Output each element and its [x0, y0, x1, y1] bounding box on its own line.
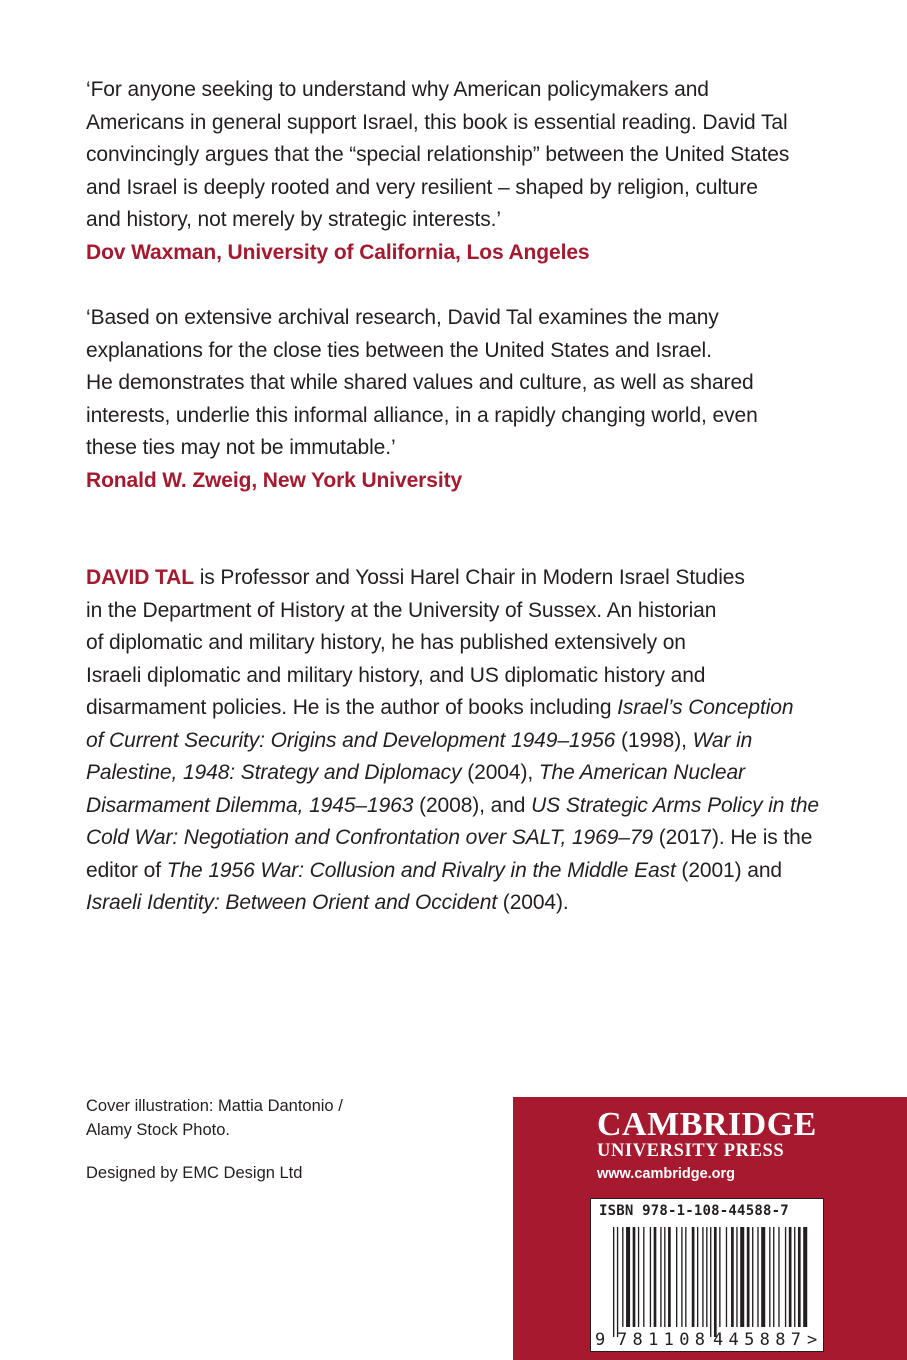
barcode-bar — [638, 1227, 639, 1327]
bio-line: in the Department of History at the University of Sussex. An historian — [86, 598, 717, 622]
quote-line: Americans in general support Israel, this book is essential reading. David Tal — [86, 110, 788, 134]
barcode-bar — [761, 1227, 765, 1327]
barcode-bar — [736, 1227, 737, 1327]
barcode-bar — [710, 1227, 711, 1337]
barcode-bar — [613, 1227, 614, 1337]
quote-attribution: Dov Waxman, University of California, Los Angeles — [86, 240, 590, 264]
bio-line — [86, 790, 846, 823]
barcode-end-mark: > — [807, 1330, 818, 1350]
bio-line — [86, 855, 846, 888]
barcode-bar — [757, 1227, 758, 1327]
review-quote-2 — [86, 302, 846, 497]
barcode-bar — [685, 1227, 686, 1327]
quote-line: convincingly argues that the “special relationship” between the United States — [86, 143, 790, 166]
book-title: Palestine, 1948: Strategy and Diplomacy — [86, 761, 462, 784]
barcode-bar — [803, 1227, 807, 1327]
review-quote-1 — [86, 74, 846, 269]
barcode-digit-first: 9 — [595, 1330, 606, 1350]
barcode-bar — [643, 1227, 644, 1327]
bio-line: Israeli diplomatic and military history, and US diplomatic history and — [86, 663, 706, 687]
bio-line — [86, 562, 846, 595]
bio-line — [86, 822, 846, 855]
barcode-bar — [740, 1227, 744, 1327]
bio-text: editor of — [86, 858, 167, 882]
bio-line — [86, 887, 846, 920]
quote-line: ‘For anyone seeking to understand why American policymakers and — [86, 78, 709, 101]
quote-line: and history, not merely by strategic interests.’ — [86, 208, 501, 231]
illustration-credit-line: Cover illustration: Mattia Dantonio / — [86, 1097, 343, 1115]
barcode-bar — [668, 1227, 671, 1327]
quote-line: He demonstrates that while shared values and culture, as well as shared — [86, 371, 754, 394]
quote-line: explanations for the close ties between the United States and Israel. — [86, 338, 712, 362]
barcode-bar — [681, 1227, 682, 1327]
barcode-bar — [654, 1227, 657, 1327]
barcode-bar — [660, 1227, 661, 1327]
barcode-bar — [617, 1227, 618, 1337]
barcode-bar — [633, 1227, 636, 1327]
quote-line: interests, underlie this informal alliance, in a rapidly changing world, even — [86, 403, 758, 427]
bio-line — [86, 725, 846, 758]
bio-line: of diplomatic and military history, he has published extensively on — [86, 631, 686, 654]
author-bio — [86, 562, 846, 920]
barcode-bar — [664, 1227, 665, 1327]
barcode-bar — [798, 1227, 801, 1327]
book-title: Disarmament Dilemma, 1945–1963 — [86, 793, 414, 817]
bio-text: (2008), and — [413, 793, 532, 817]
quote-attribution: Ronald W. Zweig, New York University — [86, 468, 463, 492]
barcode-bar — [769, 1227, 770, 1327]
bio-text: disarmament policies. He is the author of books including — [86, 696, 618, 719]
barcode-bar — [785, 1227, 786, 1327]
barcode-bar — [702, 1227, 703, 1327]
bio-text: (2004). — [497, 891, 569, 914]
publisher-url: www.cambridge.org — [597, 1166, 736, 1182]
barcode-bar — [626, 1227, 630, 1327]
design-credit: Designed by EMC Design Ltd — [86, 1164, 303, 1182]
book-title: Israeli Identity: Between Orient and Occident — [86, 891, 498, 914]
quote-line: these ties may not be immutable.’ — [86, 436, 396, 459]
bio-line — [86, 692, 846, 725]
book-title: War in — [692, 728, 753, 752]
bio-text: (1998), — [615, 728, 693, 752]
barcode-bar — [731, 1227, 734, 1327]
barcode-bar — [622, 1227, 623, 1327]
book-title: of Current Security: Origins and Development 1949–1956 — [86, 728, 616, 752]
book-title: Israel’s Conception — [617, 696, 794, 719]
barcode-bar — [752, 1227, 753, 1327]
cover-credits — [86, 1094, 343, 1142]
bio-text: (2001) and — [675, 858, 782, 882]
isbn-label: ISBN 978-1-108-44588-7 — [599, 1203, 789, 1219]
barcode-digits-left: 781108 — [617, 1330, 705, 1350]
barcode-digits-right: 445887 — [713, 1330, 801, 1350]
barcode-bar — [706, 1227, 707, 1327]
bio-line — [86, 757, 846, 790]
barcode-bar — [697, 1227, 698, 1327]
barcode-bar — [773, 1227, 774, 1327]
illustration-credit-line: Alamy Stock Photo. — [86, 1121, 230, 1139]
bio-text: (2004), — [461, 761, 539, 784]
barcode-bar — [747, 1227, 750, 1327]
barcode-bar — [676, 1227, 677, 1327]
barcode-bar — [778, 1227, 779, 1327]
barcode-bar — [794, 1227, 795, 1327]
publisher-panel — [513, 1097, 907, 1360]
book-title: US Strategic Arms Policy in the — [531, 793, 819, 817]
barcode-bar — [726, 1227, 727, 1327]
barcode-bar — [714, 1227, 717, 1337]
barcode-graphic — [591, 1199, 823, 1351]
book-title: Cold War: Negotiation and Confrontation over SALT, 1969–79 — [86, 826, 654, 849]
barcode-bar — [789, 1227, 792, 1327]
barcode-bar — [650, 1227, 651, 1327]
barcode-bar — [692, 1227, 695, 1327]
author-name: DAVID TAL — [86, 566, 194, 589]
publisher-logo-name: CAMBRIDGE — [597, 1106, 817, 1143]
quote-line: and Israel is deeply rooted and very resilient – shaped by religion, culture — [86, 175, 758, 199]
bio-text: (2017). He is the — [653, 826, 813, 849]
bio-text: is Professor and Yossi Harel Chair in Modern Israel Studies — [193, 566, 745, 589]
barcode-bar — [719, 1227, 720, 1327]
isbn-barcode — [590, 1198, 824, 1352]
publisher-logo-subtitle: UNIVERSITY PRESS — [597, 1141, 785, 1161]
book-title: The American Nuclear — [538, 761, 745, 784]
quote-line: ‘Based on extensive archival research, David Tal examines the many — [86, 306, 719, 329]
book-title: The 1956 War: Collusion and Rivalry in the Middle East — [166, 858, 676, 882]
